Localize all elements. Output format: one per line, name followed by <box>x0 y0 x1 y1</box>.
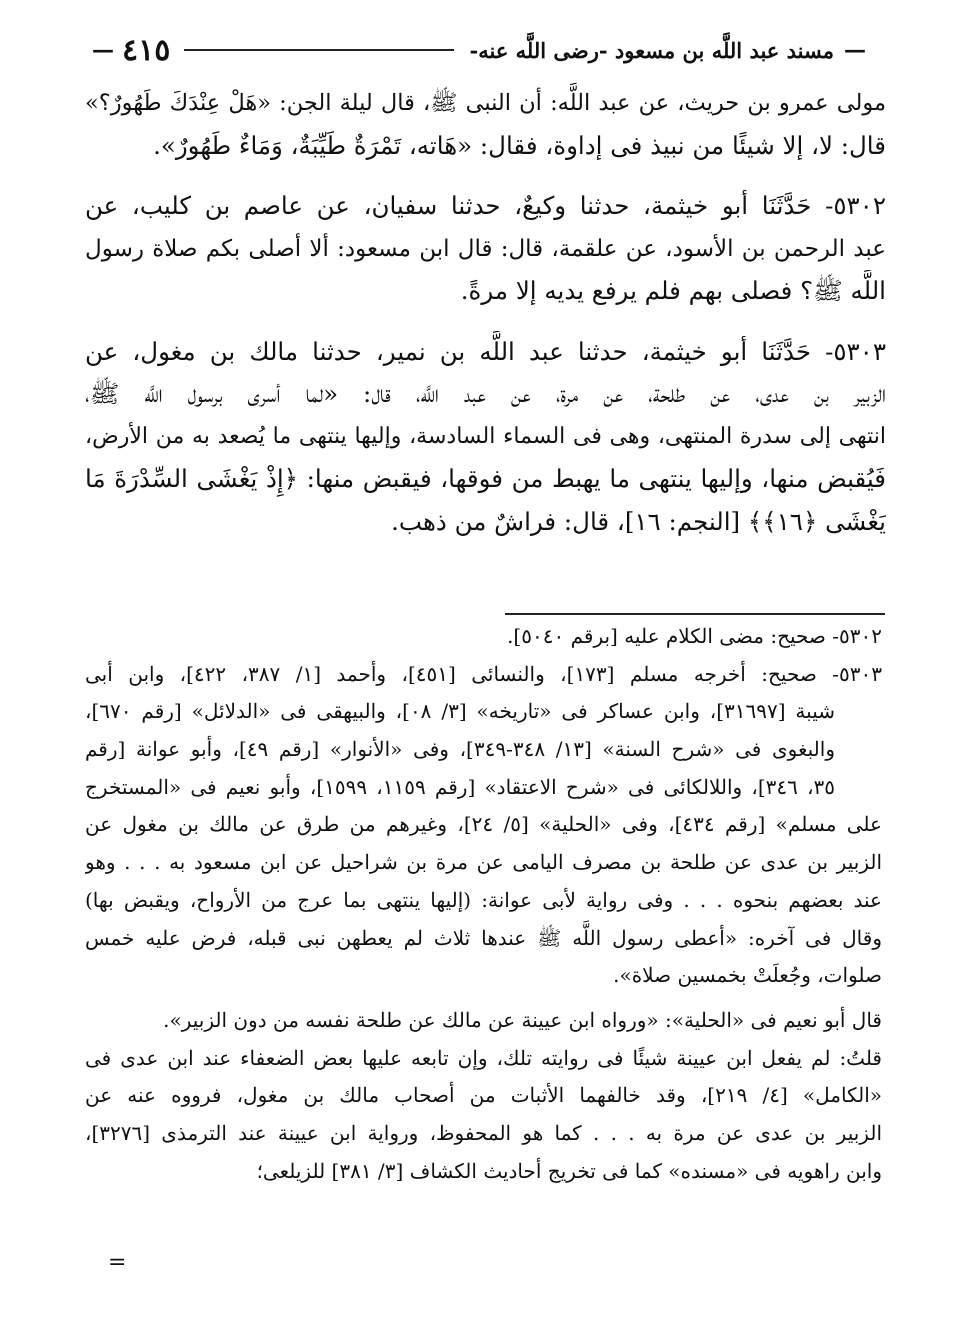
footnote-line: ٥٣٠٣- صحيح: أخرجه مسلم [١٧٣]، والنسائى [٤٥١]، وأحمد [١/ ٣٨٧، ٤٢٢]، وابن أبى <box>85 661 882 686</box>
main-line: فَيُقبض منها، وإليها ينتهى ما يهبط من فوقها، فيقبض منها: ﴿إِذْ يَغْشَى السِّدْرَةَ مَا <box>85 464 886 493</box>
hadith-5302-line: ٥٣٠٢- حَدَّثَنَا أبو خيثمة، حدثنا وكيعٌ، حدثنا سفيان، عن عاصم بن كليب، عن <box>85 191 886 220</box>
footnotes <box>85 618 882 1190</box>
main-text <box>85 82 886 543</box>
continuation-mark: = <box>108 1250 127 1275</box>
page-header <box>88 30 870 70</box>
header-dash-right: — <box>844 37 866 63</box>
main-line: الزبير بن عدى، عن طلحة، عن مرة، عن عبد اللَّه، قال: «لما أسرى برسول اللَّه ﷺ، <box>85 379 886 408</box>
footnote-line: الزبير بن عدى عن طلحة بن مصرف اليامى عن مرة بن شراحيل عن ابن مسعود به . . . وهو <box>85 850 882 875</box>
footnote-line: على مسلم» [رقم ٤٣٤]، وفى «الحلية» [٥/ ٢٤]، وغيرهم من طرق عن مالك بن مغول عن <box>85 812 882 837</box>
footnote-line: الزبير بن عدى عن مرة به . . . كما هو المحفوظ، ورواية ابن عيينة عند الترمذى [٣٢٧٦]، <box>85 1120 882 1145</box>
main-line: قال: لا، إلا شيئًا من نبيذ فى إداوة، فقال: «هَاته، تَمْرَةٌ طَيِّبَةٌ، وَمَاءٌ طَهُورٌ». <box>153 130 886 160</box>
footnote-line: وابن راهويه فى «مسنده» كما فى تخريج أحاديث الكشاف [٣/ ٣٨١] للزيلعى؛ <box>256 1158 882 1183</box>
hadith-5303-line: ٥٣٠٣- حَدَّثَنَا أبو خيثمة، حدثنا عبد اللَّه بن نمير، حدثنا مالك بن مغول، عن <box>85 336 886 366</box>
main-line: مولى عمرو بن حريث، عن عبد اللَّه: أن النبى ﷺ، قال ليلة الجن: «هَلْ عِنْدَكَ طَهُورٌ؟» <box>85 90 886 116</box>
main-line: اللَّه ﷺ؟ فصلى بهم فلم يرفع يديه إلا مرةً. <box>460 276 886 305</box>
footnote-line: وقال فى آخره: «أعطى رسول اللَّه ﷺ عندها ثلاث لم يعطهن نبى قبله، فرض عليه خمس <box>85 925 882 950</box>
footnote-line: قال أبو نعيم فى «الحلية»: «ورواه ابن عيينة عن مالك عن طلحة نفسه من دون الزبير». <box>163 1007 882 1032</box>
main-line: يَغْشَى ﴿١٦﴾﴾ [النجم: ١٦]، قال: فراشٌ من ذهب. <box>391 506 886 536</box>
main-line: عبد الرحمن بن الأسود، عن علقمة، قال: قال ابن مسعود: ألا أصلى بكم صلاة رسول <box>85 235 886 262</box>
page-number: ٤١٥ <box>122 32 171 68</box>
footnote-line: ٣٥، ٣٤٦]، واللالكائى فى «شرح الاعتقاد» [رقم ١١٥٩، ١٥٩٩]، وأبو نعيم فى «المستخرج <box>85 774 836 799</box>
main-line: انتهى إلى سدرة المنتهى، وهى فى السماء السادسة، وإليها ينتهى ما يُصعد به من الأرض، <box>85 423 886 449</box>
header-rule <box>184 49 453 51</box>
footnote-line: صلوات، وجُعلَتْ بخمسين صلاة». <box>613 963 882 988</box>
footnote-line: ٥٣٠٢- صحيح: مضى الكلام عليه [برقم ٥٠٤٠]. <box>507 624 882 648</box>
footnote-line: عند بعضهم بنحوه . . . وفى رواية لأبى عوانة: (إليها ينتهى بما عرج من الأرواح، ويقبض بها) <box>85 887 882 912</box>
footnote-line: قلتُ: لم يفعل ابن عيينة شيئًا فى روايته تلك، وإن تابعه عليها بعض الضعفاء عند ابن عدى فى <box>85 1045 882 1070</box>
footnote-separator <box>505 613 885 615</box>
running-title: مسند عبد اللَّه بن مسعود -رضى اللَّه عنه- <box>469 37 834 63</box>
footnote-line: شيبة [٣١٦٩٧]، وابن عساكر فى «تاريخه» [٣/ ٠٨]، والبيهقى فى «الدلائل» [رقم ٦٧٠]، <box>85 699 835 724</box>
footnote-line: والبغوى فى «شرح السنة» [١٣/ ٣٤٨-٣٤٩]، وفى «الأنوار» [رقم ٤٩]، وأبو عوانة [رقم <box>85 737 835 762</box>
footnote-line: «الكامل» [٤/ ٢١٩]، وقد خالفهما الأثبات من أصحاب مالك بن مغول، فرووه عنه عن <box>85 1083 882 1108</box>
header-dash-left: — <box>92 37 114 63</box>
